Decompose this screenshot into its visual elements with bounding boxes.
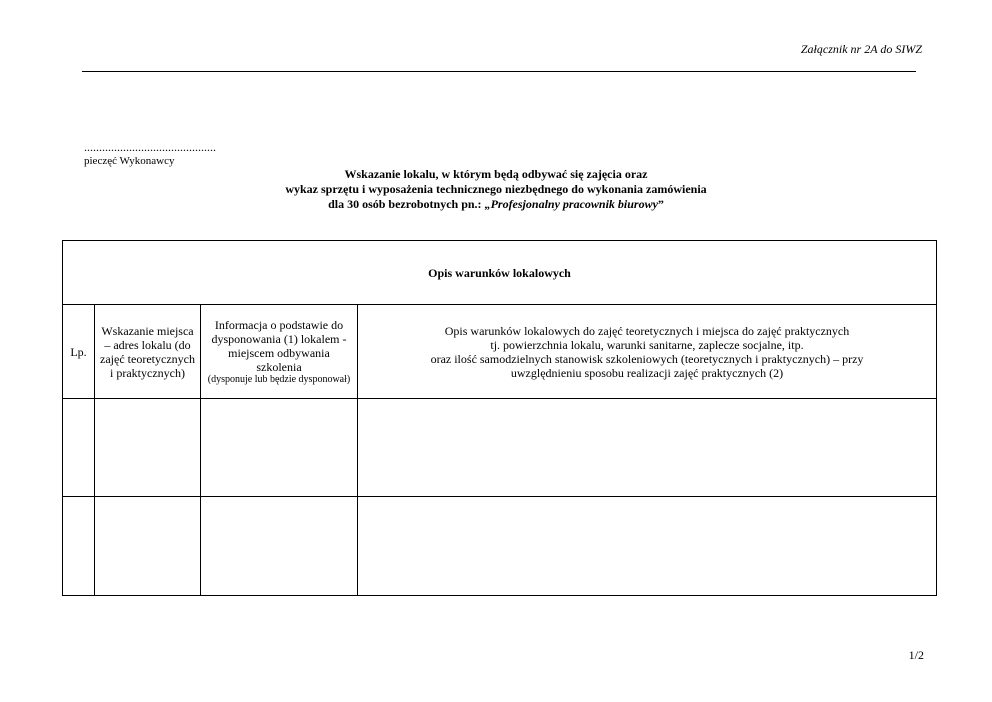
table-row (63, 497, 937, 596)
row-1-info[interactable] (201, 399, 358, 497)
description-line-2: tj. powierzchnia lokalu, warunki sanitarne, zaplecze socjalne, itp. (490, 337, 804, 352)
row-1-description[interactable] (358, 399, 937, 497)
description-line-4: uwzględnieniu sposobu realizacji zajęć praktycznych (2) (510, 365, 784, 380)
row-2-location[interactable] (95, 497, 201, 596)
column-header-lp: Lp. (63, 305, 95, 399)
location-header-text: Wskazanie miejsca – adres lokalu (do zajęć teoretycznych i praktycznych) (100, 323, 195, 380)
attachment-label: Załącznik nr 2A do SIWZ (800, 42, 922, 56)
document-heading (0, 167, 992, 212)
stamp-label: pieczęć Wykonawcy (84, 155, 175, 167)
heading-line-3-prefix: dla 30 osób bezrobotnych pn.: (328, 197, 485, 211)
info-header-note: (dysponuje lub będzie dysponował) (207, 374, 351, 385)
column-header-location (95, 305, 201, 399)
page-number: 1/2 (908, 648, 924, 662)
heading-line-2: wykaz sprzętu i wyposażenia technicznego niezbędnego do wykonania zamówienia (285, 182, 707, 196)
row-1-location[interactable] (95, 399, 201, 497)
heading-line-3-suffix: ” (657, 197, 664, 211)
table-title: Opis warunków lokalowych (63, 241, 937, 305)
course-name: „Profesjonalny pracownik biurowy (484, 197, 658, 211)
description-line-3: oraz ilość samodzielnych stanowisk szkoleniowych (teoretycznych i praktycznych) – przy (430, 351, 864, 366)
column-header-info (201, 305, 358, 399)
header-rule (82, 71, 916, 72)
row-2-lp[interactable] (63, 497, 95, 596)
row-2-description[interactable] (358, 497, 937, 596)
stamp-dots: ............................................ (84, 140, 216, 154)
heading-line-3 (0, 197, 992, 212)
info-header-text: Informacja o podstawie do dysponowania (1) lokalem - miejscem odbywania szkolenia (211, 318, 347, 374)
column-header-description (358, 305, 937, 399)
table-row (63, 399, 937, 497)
premises-table (62, 240, 937, 596)
row-2-info[interactable] (201, 497, 358, 596)
description-line-1: Opis warunków lokalowych do zajęć teoretycznych i miejsca do zajęć praktycznych (444, 323, 850, 338)
row-1-lp[interactable] (63, 399, 95, 497)
heading-line-1: Wskazanie lokalu, w którym będą odbywać się zajęcia oraz (344, 167, 648, 181)
